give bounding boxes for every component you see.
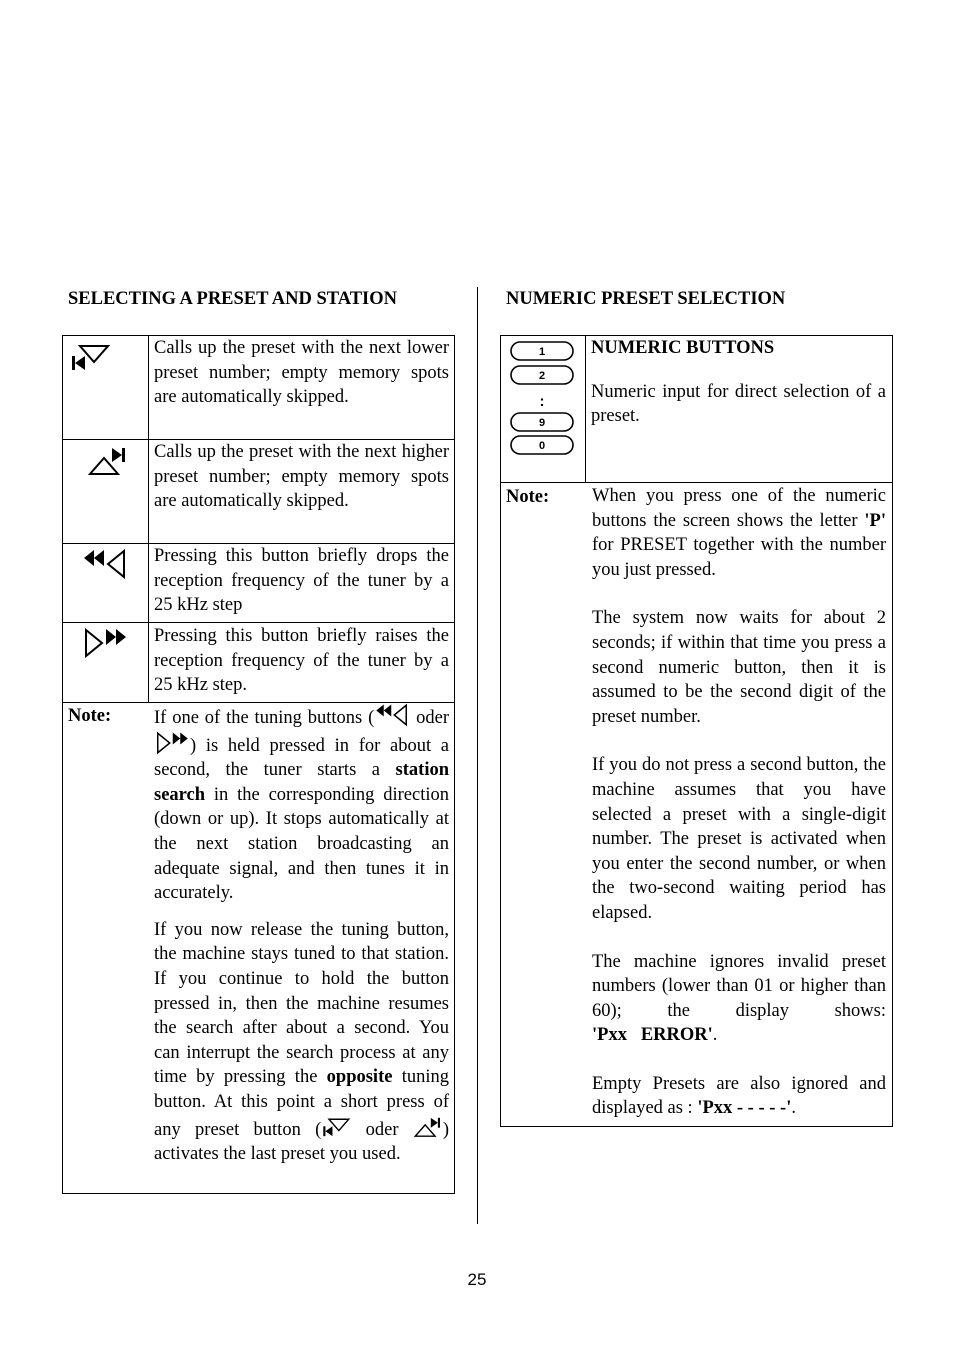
numeric-buttons-text: Numeric input for direct selection of a preset. (591, 381, 886, 427)
right-note-label: Note: (506, 487, 550, 507)
next-preset-description: Calls up the preset with the next higher preset number; empty memory spots are automatically skipped. (154, 442, 449, 512)
next-preset-icon (413, 1115, 443, 1139)
numeric-buttons-description (591, 336, 886, 429)
rewind-tune-down-icon (374, 703, 410, 727)
tune-up-description: Pressing this button briefly raises the reception frequency of the tuner by a 25 kHz step. (154, 626, 449, 696)
numeric-buttons-icon (509, 340, 577, 460)
numeric-buttons-title: NUMERIC BUTTONS (591, 338, 775, 358)
right-note-paragraph-2: The system now waits for about 2 seconds; if within that time you press a second numeric button, then it is assumed to be the second digit of the preset number. (592, 608, 886, 727)
left-note-paragraph-2: If you now release the tuning button, the machine stays tuned to that station. If you continue to hold the button pressed in, then the machine resumes the search after about a second. You can interrupt the search process at any time by pressing the opposite tuning button. At this point a short press of any preset button ( oder ) activates the last preset you used. (154, 919, 450, 1165)
left-note-paragraph-1: If one of the tuning buttons ( oder ) is held pressed in for about a second, the tuner starts a station search in the corresponding direction (down or up). It stops automatically at the next station broadcasting an adequate signal, and then tunes it in accurately. (154, 703, 449, 906)
rewind-tune-down-icon (82, 548, 128, 580)
right-note-text (592, 484, 886, 1121)
left-note-text (154, 703, 449, 1167)
left-note-label: Note: (68, 706, 112, 726)
previous-preset-icon (321, 1115, 351, 1139)
left-section-heading: SELECTING A PRESET AND STATION (68, 289, 397, 309)
right-note-paragraph-5: Empty Presets are also ignored and displayed as : 'Pxx - - - - -'. (592, 1073, 886, 1119)
previous-preset-description: Calls up the preset with the next lower preset number; empty memory spots are automatically skipped. (154, 338, 449, 408)
svg-text:2: 2 (538, 370, 546, 382)
forward-tune-up-icon (154, 731, 190, 755)
svg-text:1: 1 (538, 346, 546, 358)
right-section-heading: NUMERIC PRESET SELECTION (506, 289, 786, 309)
next-preset-icon (88, 444, 128, 478)
right-note-paragraph-3: If you do not press a second button, the machine assumes that you have selected a preset with a single-digit number. The preset is activated when you enter the second number, or when the two-second waiting period has elapsed. (592, 755, 886, 923)
previous-preset-icon (70, 340, 110, 374)
svg-text:9: 9 (538, 417, 546, 429)
tune-down-description: Pressing this button briefly drops the reception frequency of the tuner by a 25 kHz step (154, 546, 449, 616)
forward-tune-up-icon (82, 627, 128, 659)
page-number: 25 (467, 1270, 487, 1289)
column-divider (477, 287, 478, 1224)
svg-text::: : (539, 393, 545, 410)
right-note-paragraph-1: When you press one of the numeric buttons the screen shows the letter 'P' for PRESET together with the number you just pressed. (592, 486, 886, 580)
svg-text:0: 0 (538, 440, 546, 452)
right-note-paragraph-4: The machine ignores invalid preset numbers (lower than 01 or higher than 60); the display shows: 'Pxx ERROR'. (592, 951, 886, 1046)
